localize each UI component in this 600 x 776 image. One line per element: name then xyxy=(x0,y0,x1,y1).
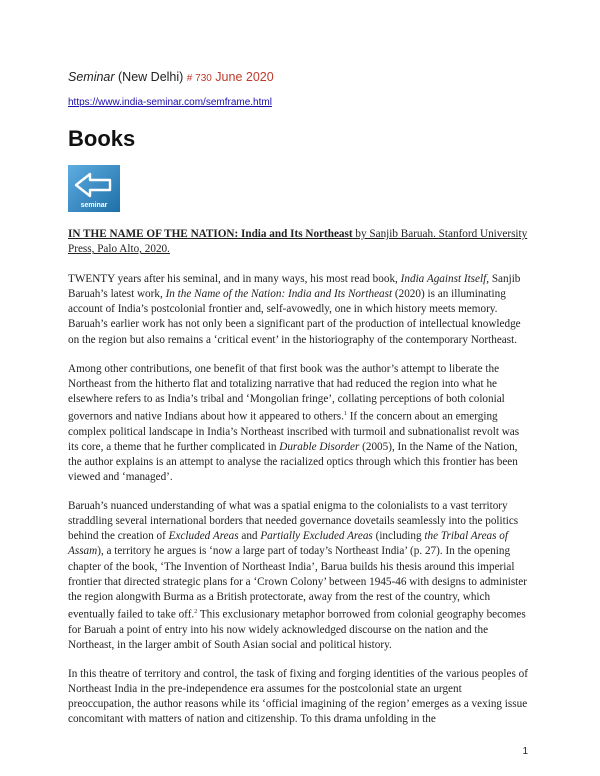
seminar-logo xyxy=(68,165,120,212)
text: Among other contributions, one benefit of that first book was the author’s attempt to liberate the Northeast from the hitherto flat and totalizing narrative that had reduced the region into what he elsewhere refers to as India’s tribal and ‘Mongolian fringe’, collating perceptions of both colonial governors and native Indians about how it appeared to others. xyxy=(68,362,505,423)
text: and xyxy=(238,530,261,543)
book-ref: Durable Disorder xyxy=(279,440,360,453)
term: Partially Excluded Areas xyxy=(260,530,373,543)
text: (including xyxy=(372,530,425,543)
publication-header xyxy=(68,70,274,84)
review-heading xyxy=(68,227,530,257)
text: TWENTY years after his seminal, and in many ways, his most read book, xyxy=(68,273,401,286)
book-title: IN THE NAME OF THE NATION: India and Its Northeast xyxy=(68,228,353,240)
paragraph-1 xyxy=(68,272,530,347)
paragraph-4 xyxy=(68,667,530,727)
issue-number: # 730 xyxy=(186,73,212,84)
journal-city: (New Delhi) xyxy=(114,70,187,84)
text: (2020) is an illuminating account of India’s postcolonial frontier and, self-avowedly, one in which history meets memory. Baruah’s earlier work has not only been a significant part of the production of intellectual knowledge on the region but also remains a ‘critical event’ in the historiography of the contemporary Northeast. xyxy=(68,288,521,346)
footnote-marker[interactable]: 1 xyxy=(343,410,347,417)
paragraph-2 xyxy=(68,362,530,485)
term: the Tribal Areas of Assam xyxy=(68,530,508,558)
text: If the concern about an emerging complex political landscape in India’s Northeast inscribed with turmoil and subnationalist revolt was its core, a theme that he further complicated in xyxy=(68,410,520,453)
footnote-marker[interactable]: 2 xyxy=(194,608,198,615)
page-number: 1 xyxy=(522,746,528,757)
article-body xyxy=(68,227,530,741)
text: , Sanjib Baruah’s latest work, xyxy=(68,273,521,301)
book-byline: by Sanjib Baruah. Stanford University Press, Palo Alto, 2020. xyxy=(68,228,528,256)
section-title: Books xyxy=(68,126,136,151)
book-ref: In the Name of the Nation: India and Its Northeast xyxy=(165,288,393,301)
text: (2005), In the Name of the Nation, the author explains is an attempt to analyse the racialized optics through which this frontier has been viewed and ‘managed’. xyxy=(68,440,518,484)
text: ), a territory he argues is ‘now a large part of today’s Northeast India’ (p. 27). In the opening chapter of the book, ‘The Invention of Northeast India’, Barua builds his thesis around this imperial frontier that directed strategic plans for a ‘Crown Colony’ between 1945-46 with designs to administer the region alongwith Burma as a British protectorate, away from the rest of the country, which eventually failed to take off. xyxy=(68,545,527,621)
text: This exclusionary metaphor borrowed from colonial geography becomes for Baruah a point of entry into his now widely acknowledged discourse on the nation and the Northeast, in the larger ambit of South Asian social and political history. xyxy=(68,608,526,651)
paragraph-3 xyxy=(68,499,530,653)
journal-name: Seminar xyxy=(68,70,115,84)
text: In this theatre of territory and control, the task of fixing and forging identities of the various peoples of Northeast India in the pre-independence era assumes for the postcolonial state an urgent preoccupation, the author reasons while its ‘official imagining of the region’ emerges as a vexing issue concomitant with matters of nation and citizenship. To this drama unfolding in the xyxy=(68,667,528,726)
book-ref: India Against Itself xyxy=(400,273,487,286)
text: Baruah’s nuanced understanding of what was a spatial enigma to the colonialists to a vast territory straddling several international borders that needed governance dovetails seamlessly into the politics behind the creation of xyxy=(68,500,519,543)
issue-date: June 2020 xyxy=(211,70,274,84)
source-link[interactable]: https://www.india-seminar.com/semframe.html xyxy=(68,97,272,108)
logo-label: seminar xyxy=(80,202,108,209)
term: Excluded Areas xyxy=(168,530,239,543)
